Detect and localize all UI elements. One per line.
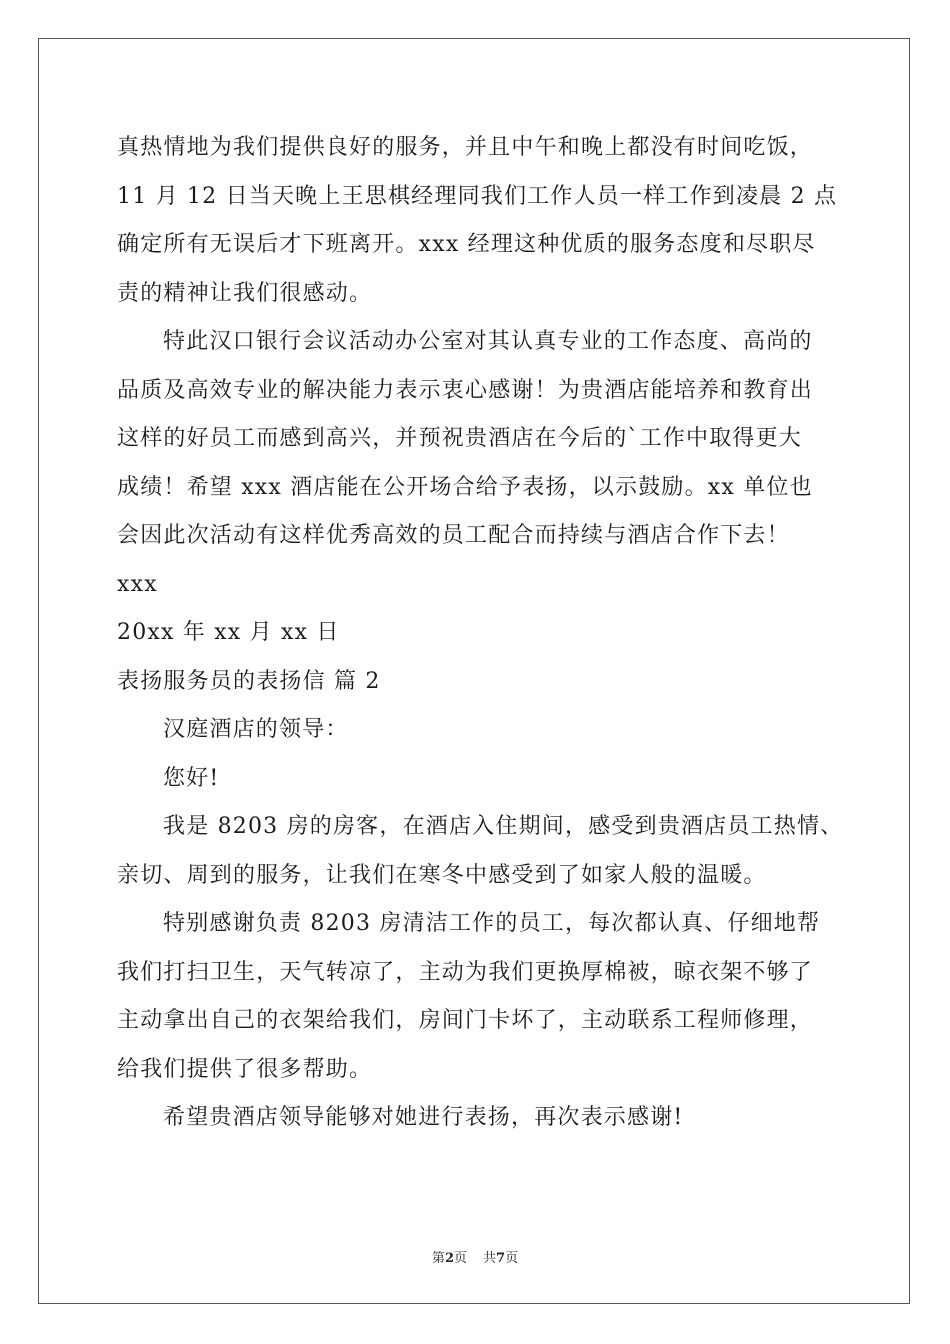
salutation: 汉庭酒店的领导： bbox=[163, 717, 349, 742]
text-line: 给我们提供了很多帮助。 bbox=[117, 1056, 373, 1082]
paragraph-start-line: 特此汉口银行会议活动办公室对其认真专业的工作态度、高尚的 bbox=[163, 329, 813, 354]
text-line: 会因此次活动有这样优秀高效的员工配合而持续与酒店合作下去！ bbox=[117, 523, 790, 548]
paragraph-start-line: 希望贵酒店领导能够对她进行表扬，再次表示感谢! bbox=[163, 1105, 684, 1130]
text-line: 确定所有无误后才下班离开。xxx 经理这种优质的服务态度和尽职尽 bbox=[117, 232, 816, 257]
page-suffix: 页 bbox=[453, 1251, 467, 1266]
current-page-number: 2 bbox=[444, 1251, 454, 1266]
greeting: 您好! bbox=[163, 765, 220, 791]
signature-name: xxx bbox=[117, 571, 158, 597]
section-heading: 表扬服务员的表扬信 篇 2 bbox=[117, 668, 381, 694]
paragraph-start-line: 我是 8203 房的房客，在酒店入住期间，感受到贵酒店员工热情、 bbox=[163, 814, 844, 839]
signature-date: 20xx 年 xx 月 xx 日 bbox=[117, 620, 340, 645]
text-line: 责的精神让我们很感动。 bbox=[117, 280, 373, 306]
total-page-number: 7 bbox=[496, 1251, 506, 1266]
text-line: 成绩！希望 xxx 酒店能在公开场合给予表扬，以示鼓励。xx 单位也 bbox=[117, 474, 813, 500]
page-footer bbox=[0, 1247, 950, 1266]
paragraph-start-line: 特别感谢负责 8203 房清洁工作的员工，每次都认真、仔细地帮 bbox=[163, 911, 821, 936]
total-suffix: 页 bbox=[505, 1251, 519, 1266]
text-line: 我们打扫卫生，天气转凉了，主动为我们更换厚棉被，晾衣架不够了 bbox=[117, 959, 814, 985]
page-prefix: 第 bbox=[431, 1251, 445, 1266]
text-line: 11 月 12 日当天晚上王思棋经理同我们工作人员一样工作到凌晨 2 点 bbox=[117, 183, 838, 209]
text-line: 这样的好员工而感到高兴，并预祝贵酒店在今后的`工作中取得更大 bbox=[117, 426, 803, 451]
text-line: 品质及高效专业的解决能力表示衷心感谢！为贵酒店能培养和教育出 bbox=[117, 377, 814, 403]
document-body bbox=[117, 124, 844, 1143]
text-line: 真热情地为我们提供良好的服务，并且中午和晚上都没有时间吃饭， bbox=[117, 135, 814, 160]
text-line: 亲切、周到的服务，让我们在寒冬中感受到了如家人般的温暖。 bbox=[117, 862, 767, 888]
text-line: 主动拿出自己的衣架给我们，房间门卡坏了，主动联系工程师修理， bbox=[117, 1008, 814, 1033]
total-prefix: 共 bbox=[483, 1251, 497, 1266]
